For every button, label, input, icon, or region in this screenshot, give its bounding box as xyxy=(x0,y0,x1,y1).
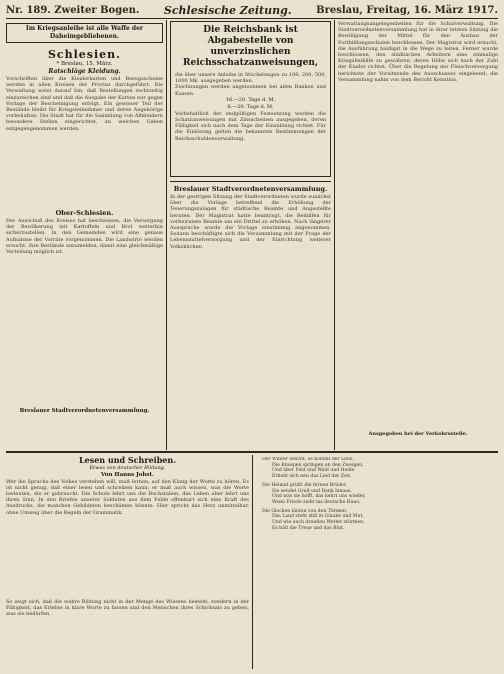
notice-headline: Die Reichsbank ist Abgabestelle von unverzinslichen Reichsschatzanweisungen, xyxy=(182,25,319,68)
column-rule xyxy=(166,20,167,450)
poem xyxy=(258,457,498,669)
notice-text: die über unsere Anleihe in Stückelungen zu 100, 200, 500, 1000 Mk. ausgegeben werden. xyxy=(175,72,326,85)
poem-line: Der Winter weicht, es kommt der Lenz, xyxy=(262,457,354,462)
poem-line: Die Glocken läuten von den Türmen, xyxy=(262,508,348,514)
poem-line: Sie sendet Gruß und Dank hinaus, xyxy=(272,488,352,494)
poem-line: Erhebt sich neu das Lied der Zeit. xyxy=(272,474,352,480)
issue-number: Nr. 189. Zweiter Bogen. xyxy=(6,4,140,16)
notice-body: Vorbehaltlich der endgültigen Festsetzung werden die Schatzanweisungen mit Zinsscheinen ausgegeben, deren Fälligkeit sich nach dem Tage der Einzahlung richtet. Für die Einlösung gelten die bekannten Bestimmungen der Reichsschuldenverwaltung. xyxy=(175,110,326,142)
poem-line: Und wie auch draußen Wetter stürmen, xyxy=(272,520,365,526)
dateline: * Breslau, 15. März. xyxy=(56,61,113,67)
section-heading: Breslauer Stadtverordnetenversammlung. xyxy=(173,185,328,193)
divider xyxy=(170,181,331,182)
feuilleton-heading: Lesen und Schreiben. xyxy=(78,455,176,465)
feuilleton-author: Von Hanns Johst. xyxy=(101,471,154,478)
section-heading: Ober-Schlesien. xyxy=(55,209,114,217)
article-text: In der gestrigen Sitzung der Stadtverordneten wurde zunächst über die Vorlage betreffend die Erhöhung der Teuerungszulagen für städtische Beamte und Angestellte beraten. Der Magistrat hatte beantragt, die Beihilfen für verheiratete Beamte um ein Drittel zu erhöhen. Nach längerer Aussprache wurde die Vorlage einstimmig angenommen. Sodann beschäftigte sich die Versammlung mit der Frage der Lebensmittelversorgung und der Einrichtung weiterer Volksküchen. xyxy=(170,194,331,250)
region-heading: Schlesien. xyxy=(47,48,121,61)
poem-line: Wenn Friede zieht ins deutsche Haus. xyxy=(272,499,361,505)
poem-line: Und über Feld und Wald und Heide xyxy=(272,468,355,474)
poem-line: Das Land steht still in Glaube und Mut, xyxy=(272,514,364,520)
place-date: Breslau, Freitag, 16. März 1917. xyxy=(316,4,498,16)
poem-line: Und was sie hofft, das kehrt uns wieder, xyxy=(272,494,366,500)
sub-heading: Ratschläge Kleidung. xyxy=(48,68,121,75)
footer-line: Breslauer Stadtverordnetenversammlung. xyxy=(19,408,150,414)
article-text: Der Ausschuß des Kreises hat beschlossen, die Versorgung der Bevölkerung mit Kartoffeln und Brot weiterhin sicherzustellen. In den Gemeinden wird eine genaue Aufnahme der Vorräte vorgenommen. Die Landwirte werden ersucht, ihre Bestände anzumelden, damit eine gleichmäßige Verteilung möglich ist. xyxy=(6,218,163,256)
article-text: Verwaltungsangelegenheiten für die Schulverwaltung. Die Stadtverordnetenversammlung hat in ihrer letzten Sitzung die Bewilligung der Mittel für den Ausbau der Fortbildungsschulen beschlossen. Der Magistrat wird ersucht, die Ausführung baldigst in die Wege zu leiten. Ferner wurde beschlossen, den städtischen Arbeitern eine einmalige Kriegsbeihilfe zu gewähren, deren Höhe sich nach der Zahl der Kinder richtet. Über die Regelung der Fleischversorgung berichtete der Vorsitzende des Ausschusses eingehend; die Versammlung nahm von dem Bericht Kenntnis. xyxy=(338,21,498,83)
poem-line: Die Heimat grüßt die fernen Brüder, xyxy=(262,482,348,488)
paper-title: Schlesische Zeitung. xyxy=(163,3,292,17)
section-rule xyxy=(6,451,498,453)
notice-dates: 6.—20. Tage d. M. xyxy=(227,103,274,110)
poem-lines xyxy=(258,457,498,531)
middle-column xyxy=(170,21,331,449)
left-column xyxy=(6,21,163,449)
column-rule xyxy=(252,455,253,669)
right-column xyxy=(338,21,498,449)
poem-line: Die Knospen springen an den Zweigen, xyxy=(272,462,364,468)
masthead xyxy=(6,2,498,19)
column-rule xyxy=(334,20,335,450)
reichsbank-notice xyxy=(170,21,331,177)
feuilleton-text: So zeigt sich, daß die wahre Bildung nicht in der Menge des Wissens besteht, sondern in der Fähigkeit, das Erlebte in klare Worte zu fassen und den Menschen ihres Schicksals zu geben, was sie bedürfen. xyxy=(6,598,249,617)
notice-dates: 16.—20. Tage d. M. xyxy=(225,96,276,103)
notice-text: Zeichnungen werden angenommen bei allen Banken und Kassen. xyxy=(175,84,326,97)
feuilleton-subtitle: Etwas von deutscher Bildung. xyxy=(89,465,166,471)
article-text: Vorschriften über die Kleiderkarten und Bezugsscheine werden in allen Kreisen der Provinz durchgeführt. Die Verwaltung weist darauf hin, daß Bestellungen rechtzeitig einzureichen sind und daß die Ausgabe der Karten nur gegen Vorlage der Bescheinigung erfolgt. Ein gewisser Teil der Bestände bleibt für Kriegsteilnehmer und deren Angehörige vorbehalten. Die Stadt hat für die Sammlung von Altkleidern besondere Stellen eingerichtet, an welchen Gaben entgegengenommen werden. xyxy=(6,76,163,132)
anleihe-banner: Im Kriegsanleihe ist alle Waffe der Daheimgebliebenen. xyxy=(6,23,163,43)
feuilleton-text: Wer die Sprache des Volkes verstehen will, muß lernen, auf den Klang der Worte zu hören. Es ist nicht genug, daß einer lesen und schreiben kann; er muß auch wissen, was die Worte bedeuten, die er gebraucht. Die Schule lehrt uns die Buchstaben, das Leben aber lehrt uns ihren Sinn. In den Briefen unserer Soldaten aus dem Felde offenbart sich eine Kraft des Ausdrucks, die manchen Gebildeten beschämen könnte. Hier spricht das Herz unmittelbar, ohne Umweg über die Regeln der Grammatik. xyxy=(6,478,249,516)
closing-line: Ausgegeben bei der Verkehrsstelle. xyxy=(368,431,468,437)
feuilleton xyxy=(6,455,249,669)
poem-line: Es hält die Treue und das Blut. xyxy=(272,525,345,531)
